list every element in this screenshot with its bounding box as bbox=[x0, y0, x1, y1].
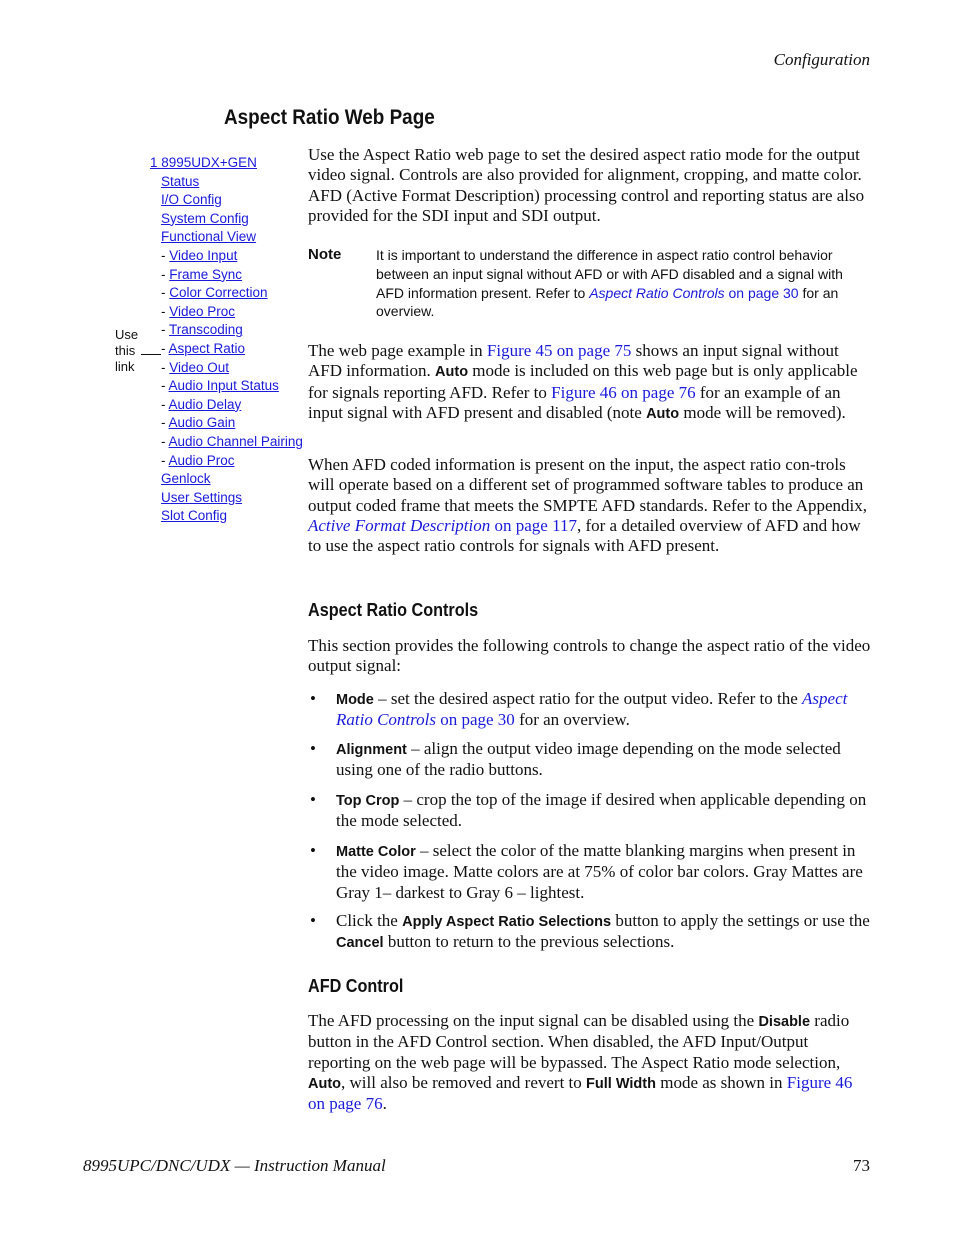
full-width-label: Full Width bbox=[586, 1075, 656, 1092]
p3-text-1: When AFD coded information is present on the input, the aspect ratio con-trols will operate based on a different set of programmed software tables to produce an output coded frame that meets the SMPTE AFD standards. Refer to the Appendix, bbox=[308, 455, 868, 515]
b5-text-0: Click the bbox=[336, 911, 403, 930]
nav-row bbox=[150, 414, 303, 433]
p2-text-5: mode will be removed). bbox=[679, 402, 846, 422]
paragraph-afd-present bbox=[308, 455, 871, 556]
b1-link-title[interactable]: Aspect Ratio Controls bbox=[336, 689, 848, 730]
footer-manual-title: 8995UPC/DNC/UDX — Instruction Manual bbox=[83, 1156, 386, 1175]
nav-row bbox=[150, 396, 303, 415]
matte-color-label: Matte Color bbox=[336, 844, 416, 860]
nav-row bbox=[150, 340, 303, 359]
nav-top-item-row bbox=[150, 154, 303, 173]
section1-intro bbox=[308, 636, 871, 677]
web-nav-tree bbox=[150, 154, 303, 526]
nav-row bbox=[150, 228, 303, 247]
intro-text: Use the Aspect Ratio web page to set the desired aspect ratio mode for the output video signal. Controls are also provided for alignment, cropping, and matte color. AFD (Active Format Description) processing control and reporting status are also provided for the SDI input and SDI output. bbox=[308, 145, 865, 225]
nav-link-user-settings[interactable]: User Settings bbox=[161, 489, 243, 505]
nav-row bbox=[150, 284, 303, 303]
note-link[interactable] bbox=[589, 285, 798, 301]
nav-link-status[interactable]: Status bbox=[161, 173, 200, 189]
b2-text: – align the output video image depending on the mode selected using one of the radio buttons. bbox=[336, 739, 841, 780]
bullet-top-crop bbox=[336, 790, 871, 832]
figure-45-link[interactable]: Figure 45 on page 75 bbox=[486, 341, 632, 360]
b3-text: – crop the top of the image if desired when applicable depending on the mode selected. bbox=[336, 790, 867, 831]
p2-text-4: for an example of an input signal with AFD present and disabled (note bbox=[308, 382, 841, 422]
nav-indent-dash: - bbox=[161, 378, 166, 394]
bullet-mode bbox=[336, 689, 871, 731]
nav-link-color-correction[interactable]: Color Correction bbox=[169, 285, 268, 301]
running-header: Configuration bbox=[773, 50, 870, 69]
auto-mode-label: Auto bbox=[435, 364, 469, 381]
nav-indent-dash: - bbox=[161, 433, 166, 449]
s2-text-3: , will also be removed and revert to bbox=[341, 1072, 587, 1092]
nav-indent-dash: - bbox=[161, 285, 166, 301]
paragraph-web-example bbox=[308, 341, 871, 424]
auto-label: Auto bbox=[308, 1075, 342, 1092]
nav-row bbox=[150, 173, 303, 192]
nav-link-i-o-config[interactable]: I/O Config bbox=[161, 192, 222, 208]
callout-line-3: link bbox=[115, 359, 135, 374]
b1-link-page[interactable]: on page 30 bbox=[435, 710, 515, 730]
callout-text bbox=[115, 327, 138, 375]
afd-appendix-link[interactable] bbox=[308, 516, 577, 535]
top-crop-label: Top Crop bbox=[336, 793, 400, 809]
nav-indent-dash: - bbox=[161, 303, 166, 319]
note-link-title[interactable]: Aspect Ratio Controls bbox=[589, 284, 725, 301]
note-text-1: It is important to understand the difference in aspect ratio control behavior between an input signal without AFD or with AFD disabled and a signal with AFD information present. Refer to bbox=[376, 247, 843, 301]
nav-link-slot-config[interactable]: Slot Config bbox=[161, 508, 228, 524]
afd-control-paragraph bbox=[308, 1011, 871, 1114]
nav-row bbox=[150, 452, 303, 471]
nav-row bbox=[150, 489, 303, 508]
p2-text-3: mode is included on this web page but is only applicable for signals reporting AFD. Refer to bbox=[308, 361, 858, 402]
note-link-page[interactable]: on page 30 bbox=[724, 284, 799, 301]
cancel-label: Cancel bbox=[336, 935, 384, 952]
disable-label: Disable bbox=[758, 1014, 811, 1030]
nav-link-audio-channel-pairing[interactable]: Audio Channel Pairing bbox=[168, 433, 303, 449]
nav-row bbox=[150, 470, 303, 489]
apply-selections-label: Apply Aspect Ratio Selections bbox=[402, 914, 612, 930]
intro-paragraph bbox=[308, 145, 871, 226]
nav-row bbox=[150, 507, 303, 526]
note-label: Note bbox=[308, 246, 342, 263]
s2-text-5: . bbox=[382, 1094, 387, 1114]
bullet-2: • bbox=[310, 739, 316, 758]
bullet-5: • bbox=[310, 911, 316, 930]
nav-row bbox=[150, 359, 303, 378]
section1-intro-text: This section provides the following controls to change the aspect ratio of the video output signal: bbox=[308, 636, 871, 676]
nav-link-frame-sync[interactable]: Frame Sync bbox=[169, 266, 243, 282]
note-text bbox=[376, 246, 871, 321]
p3-text-2: , for a detailed overview of AFD and how to use the aspect ratio controls for signals with AFD present. bbox=[308, 515, 861, 556]
nav-row bbox=[150, 303, 303, 322]
page-title: Aspect Ratio Web Page bbox=[224, 106, 435, 129]
nav-link-aspect-ratio[interactable]: Aspect Ratio bbox=[168, 340, 246, 356]
nav-row bbox=[150, 377, 303, 396]
nav-indent-dash: - bbox=[161, 266, 166, 282]
nav-indent-dash: - bbox=[161, 396, 166, 412]
nav-row bbox=[150, 266, 303, 285]
afd-appendix-link-title[interactable]: Active Format Description bbox=[308, 515, 491, 535]
nav-row bbox=[150, 210, 303, 229]
b5-text-1: button to apply the settings or use the bbox=[611, 911, 870, 930]
nav-indent-dash: - bbox=[161, 452, 166, 468]
nav-row bbox=[150, 247, 303, 266]
bullet-3: • bbox=[310, 790, 316, 809]
page-number: 73 bbox=[853, 1156, 870, 1175]
figure-46-link[interactable]: Figure 46 on page 76 bbox=[551, 382, 696, 402]
section-heading-aspect-ratio-controls: Aspect Ratio Controls bbox=[308, 600, 479, 620]
nav-indent-dash: - bbox=[161, 340, 166, 356]
nav-link-audio-gain[interactable]: Audio Gain bbox=[168, 415, 236, 431]
nav-link-audio-proc[interactable]: Audio Proc bbox=[168, 452, 235, 468]
nav-indent-dash: - bbox=[161, 247, 166, 263]
nav-link-video-input[interactable]: Video Input bbox=[169, 247, 238, 263]
callout-line-2: this bbox=[115, 343, 136, 358]
callout-line-1: Use bbox=[115, 327, 139, 342]
figure-46-link-2[interactable]: Figure 46 on page 76 bbox=[308, 1072, 853, 1114]
nav-link-genlock[interactable]: Genlock bbox=[161, 471, 211, 487]
auto-mode-label-2: Auto bbox=[646, 405, 680, 422]
b4-text: – select the color of the matte blanking margins when present in the video image. Matte colors are at 75% of color bar colors. Gray Mattes are Gray 1– darkest to Gray 6 – lightest. bbox=[336, 841, 863, 902]
b1-text-1: – set the desired aspect ratio for the output video. Refer to the bbox=[373, 689, 803, 708]
nav-link-functional-view[interactable]: Functional View bbox=[161, 229, 257, 245]
mode-label: Mode bbox=[336, 692, 374, 708]
nav-row bbox=[150, 321, 303, 340]
alignment-label: Alignment bbox=[336, 742, 407, 758]
p2-text-1: The web page example in bbox=[308, 341, 487, 360]
nav-row bbox=[150, 433, 303, 452]
nav-link-audio-input-status[interactable]: Audio Input Status bbox=[168, 378, 279, 394]
nav-row bbox=[150, 191, 303, 210]
s2-text-1: The AFD processing on the input signal can be disabled using the bbox=[308, 1011, 759, 1030]
s2-text-4: mode as shown in bbox=[655, 1072, 787, 1092]
b5-text-2: button to return to the previous selections. bbox=[383, 932, 675, 952]
note-text-2: for an overview. bbox=[376, 284, 839, 320]
nav-indent-dash: - bbox=[161, 322, 166, 338]
nav-top-item[interactable]: 1 8995UDX+GEN bbox=[150, 155, 257, 170]
nav-link-video-proc[interactable]: Video Proc bbox=[169, 303, 236, 319]
b1-text-2: for an overview. bbox=[514, 710, 630, 730]
s2-text-2: radio button in the AFD Control section. When disabled, the AFD Input/Output reporting on the web page will be bypassed. The Aspect Ratio mode selection, bbox=[308, 1011, 850, 1072]
bullet-apply bbox=[336, 911, 871, 954]
section-heading-afd-control: AFD Control bbox=[308, 976, 404, 996]
bullet-matte-color bbox=[336, 841, 871, 903]
nav-link-video-out[interactable]: Video Out bbox=[169, 359, 230, 375]
nav-link-transcoding[interactable]: Transcoding bbox=[169, 322, 243, 338]
nav-indent-dash: - bbox=[161, 415, 166, 431]
p2-text-2: shows an input signal without AFD information. bbox=[308, 341, 839, 381]
bullet-1: • bbox=[310, 689, 316, 708]
nav-link-audio-delay[interactable]: Audio Delay bbox=[168, 396, 242, 412]
nav-link-system-config[interactable]: System Config bbox=[161, 210, 249, 226]
bullet-alignment bbox=[336, 739, 871, 781]
afd-appendix-link-page[interactable]: on page 117 bbox=[490, 515, 577, 535]
bullet-4: • bbox=[310, 841, 316, 860]
callout-leader-line bbox=[141, 354, 161, 355]
nav-indent-dash: - bbox=[161, 359, 166, 375]
